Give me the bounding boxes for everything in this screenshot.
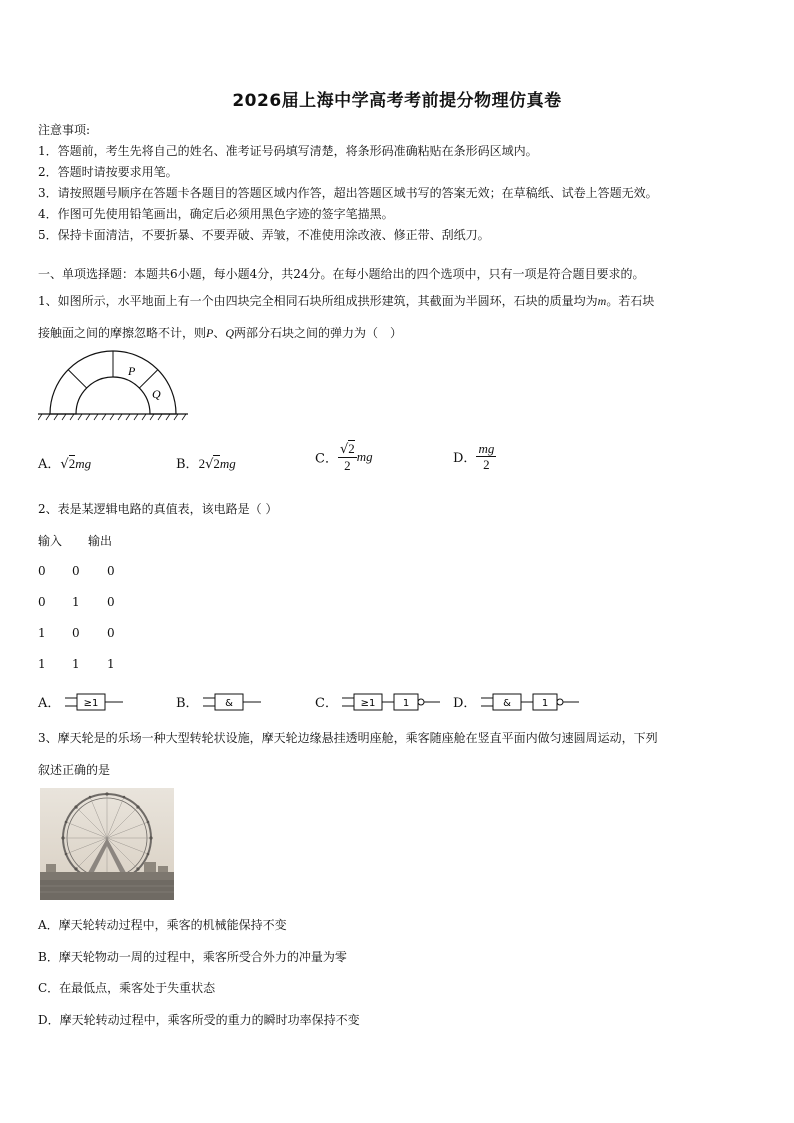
sqrt-icon: √ [339,442,349,457]
q3-option-a[interactable]: A．摩天轮转动过程中，乘客的机械能保持不变 [38,918,287,932]
label-p: P [128,364,136,378]
q1-option-b[interactable] [176,453,236,472]
q1-stem-line1 [38,292,654,309]
radicand: 2 [213,456,220,471]
q1-text: 两部分石块之间的弹力为（ ） [234,326,403,340]
q2-option-c[interactable] [315,692,442,711]
sqrt-icon: √ [60,457,69,472]
svg-text:&: & [224,697,233,709]
q3-stem-line2: 叙述正确的是 [38,763,111,777]
separator: 、 [213,326,226,340]
table-row: 0 [38,595,46,609]
section-heading: 一、单项选择题：本题共6小题，每小题4分，共24分。在每小题给出的四个选项中，只有一项是符合题目要求的。 [38,267,645,281]
unit: mg [219,456,236,471]
truth-table-header-input: 输入 [38,534,63,548]
mass-variable: m [597,294,607,308]
nand-gate-icon [481,693,581,711]
table-row: 1 [38,657,46,671]
option-label: A． [38,696,61,711]
and-gate-icon [203,693,263,711]
table-row: 0 [72,564,80,578]
page-title: 2026届上海中学高考考前提分物理仿真卷 [232,91,562,111]
or-gate-icon [65,693,125,711]
q3-option-c[interactable]: C．在最低点，乘客处于失重状态 [38,981,216,995]
fraction [338,441,357,473]
ground-hatching [38,414,186,420]
notice-heading: 注意事项: [38,123,91,137]
q3-option-b[interactable]: B．摩天轮物动一周的过程中，乘客所受合外力的冲量为零 [38,950,347,964]
notice-item: 4．作图可先使用铅笔画出，确定后必须用黑色字迹的签字笔描黑。 [38,207,394,221]
option-label: B． [176,696,199,711]
coefficient: 2 [198,456,206,471]
option-label: C． [315,696,338,711]
table-row: 1 [72,595,80,609]
sqrt-icon: √ [205,457,214,472]
unit: mg [356,449,373,464]
notice-item: 2．答题时请按要求用笔。 [38,165,178,179]
svg-text:≥1: ≥1 [360,697,376,709]
q1-text: 1、如图所示，水平地面上有一个由四块完全相同石块所组成拱形建筑，其截面为半圆环，石块的质量均为 [38,294,598,308]
var-p: P [206,326,214,340]
fraction [476,441,496,472]
label-q: Q [152,387,161,401]
table-row: 1 [72,657,80,671]
svg-text:1: 1 [402,697,410,709]
table-row: 0 [72,626,80,640]
option-label: B． [176,457,199,472]
notice-item: 3．请按照题号顺序在答题卡各题目的答题区域内作答，超出答题区域书写的答案无效；在草稿纸、试卷上答题无效。 [38,186,658,200]
q3-option-d[interactable]: D．摩天轮转动过程中，乘客所受的重力的瞬时功率保持不变 [38,1013,360,1027]
option-label: C． [315,451,338,467]
ferris-wheel-photo [40,788,174,900]
denominator: 2 [483,457,490,472]
radicand: 2 [68,456,76,471]
numerator: mg [478,441,495,456]
q1-text-end: 。若石块 [606,294,655,308]
table-row: 1 [38,626,46,640]
option-label: D． [453,451,477,466]
svg-text:1: 1 [541,697,548,709]
q2-option-b[interactable] [176,692,263,711]
q1-option-a[interactable] [38,453,91,472]
option-label: A． [38,457,61,472]
truth-table-header-output: 输出 [88,534,113,548]
notice-item: 5．保持卡面清洁，不要折暴、不要弄破、弄皱，不准使用涂改液、修正带、刮纸刀。 [38,228,490,242]
q1-text: 接触面之间的摩擦忽略不计，则 [38,326,207,340]
table-row: 0 [107,626,115,640]
table-row: 0 [107,595,115,609]
nor-gate-icon [342,693,442,711]
unit: mg [75,456,92,471]
q2-stem: 2、表是某逻辑电路的真值表，该电路是（ ） [38,502,278,516]
table-row: 0 [107,564,115,578]
q1-option-c[interactable] [315,441,373,473]
var-q: Q [225,326,235,340]
q2-option-a[interactable] [38,692,125,711]
arch-figure [38,348,188,424]
notice-item: 1．答题前，考生先将自己的姓名、准考证号码填写清楚，将条形码准确粘贴在条形码区域内。 [38,144,538,158]
q3-stem-line1: 3、摩天轮是的乐场一种大型转轮状设施，摩天轮边缘悬挂透明座舱，乘客随座舱在竖直平面内做匀速圆周运动，下列 [38,731,658,745]
table-row: 0 [38,564,46,578]
option-label: D． [453,696,477,711]
q1-option-d[interactable] [453,441,496,472]
svg-text:≥1: ≥1 [83,697,98,709]
radicand: 2 [348,441,355,456]
denominator: 2 [344,458,351,473]
table-row: 1 [107,657,115,671]
svg-text:&: & [502,697,511,709]
q2-option-d[interactable] [453,692,581,711]
q1-stem-line2 [38,324,402,341]
